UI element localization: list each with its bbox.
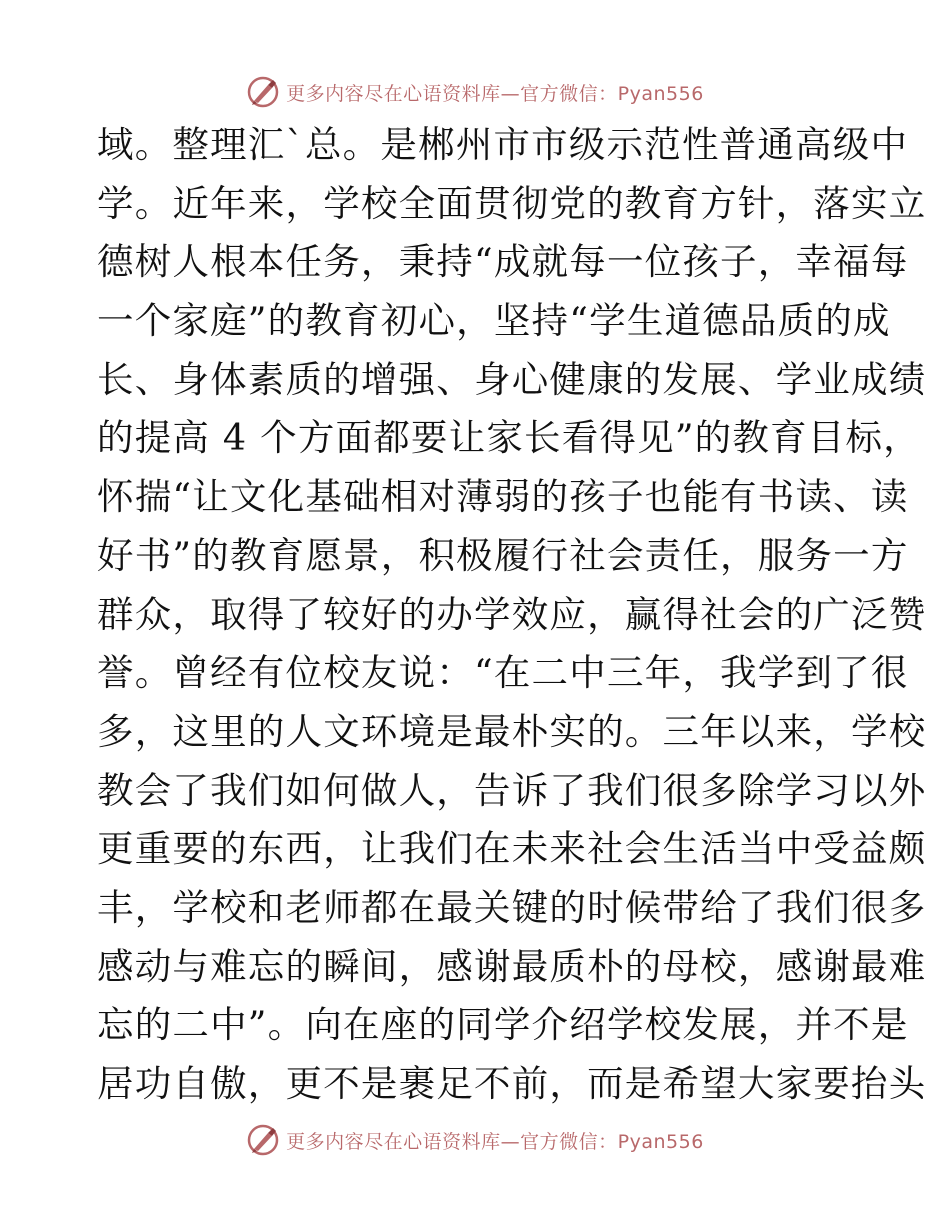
text-line: 誉。曾经有位校友说：“在二中三年，我学到了很: [97, 651, 909, 695]
pen-logo-icon: [246, 1123, 280, 1157]
pen-logo-icon: [246, 75, 280, 109]
document-body: [97, 116, 927, 1114]
text-line: 群众，取得了较好的办学效应，赢得社会的广泛赞: [97, 592, 927, 636]
text-line: 忘的二中”。向在座的同学介绍学校发展，并不是: [97, 1003, 909, 1047]
text-line: 长、身体素质的增强、身心健康的发展、学业成绩: [97, 357, 927, 401]
text-line: 学。近年来，学校全面贯彻党的教育方针，落实立: [97, 181, 927, 225]
text-line: 怀揣“让文化基础相对薄弱的孩子也能有书读、读: [97, 475, 909, 519]
text-line: 更重要的东西，让我们在未来社会生活当中受益颇: [97, 827, 927, 871]
text-line: 多，这里的人文环境是最朴实的。三年以来，学校: [97, 709, 927, 753]
footer-banner-text: 更多内容尽在心语资料库—官方微信：Pyan556: [286, 1130, 704, 1153]
header-banner: [0, 72, 950, 112]
text-line: 域。整理汇`总。是郴州市市级示范性普通高级中: [97, 123, 909, 166]
text-line: 感动与难忘的瞬间，感谢最质朴的母校，感谢最难: [97, 944, 927, 988]
text-line: 的提高 4 个方面都要让家长看得见”的教育目标，: [97, 416, 921, 460]
text-line: 德树人根本任务，秉持“成就每一位孩子，幸福每: [97, 240, 909, 284]
header-banner-text: 更多内容尽在心语资料库—官方微信：Pyan556: [286, 82, 704, 105]
text-line: 教会了我们如何做人，告诉了我们很多除学习以外: [97, 768, 927, 812]
text-line: 丰，学校和老师都在最关键的时候带给了我们很多: [97, 885, 927, 929]
text-line: 好书”的教育愿景，积极履行社会责任，服务一方: [97, 533, 909, 577]
text-line: 一个家庭”的教育初心，坚持“学生道德品质的成: [97, 299, 891, 343]
text-line: 居功自傲，更不是裹足不前，而是希望大家要抬头: [97, 1062, 927, 1105]
footer-banner: [0, 1120, 950, 1160]
